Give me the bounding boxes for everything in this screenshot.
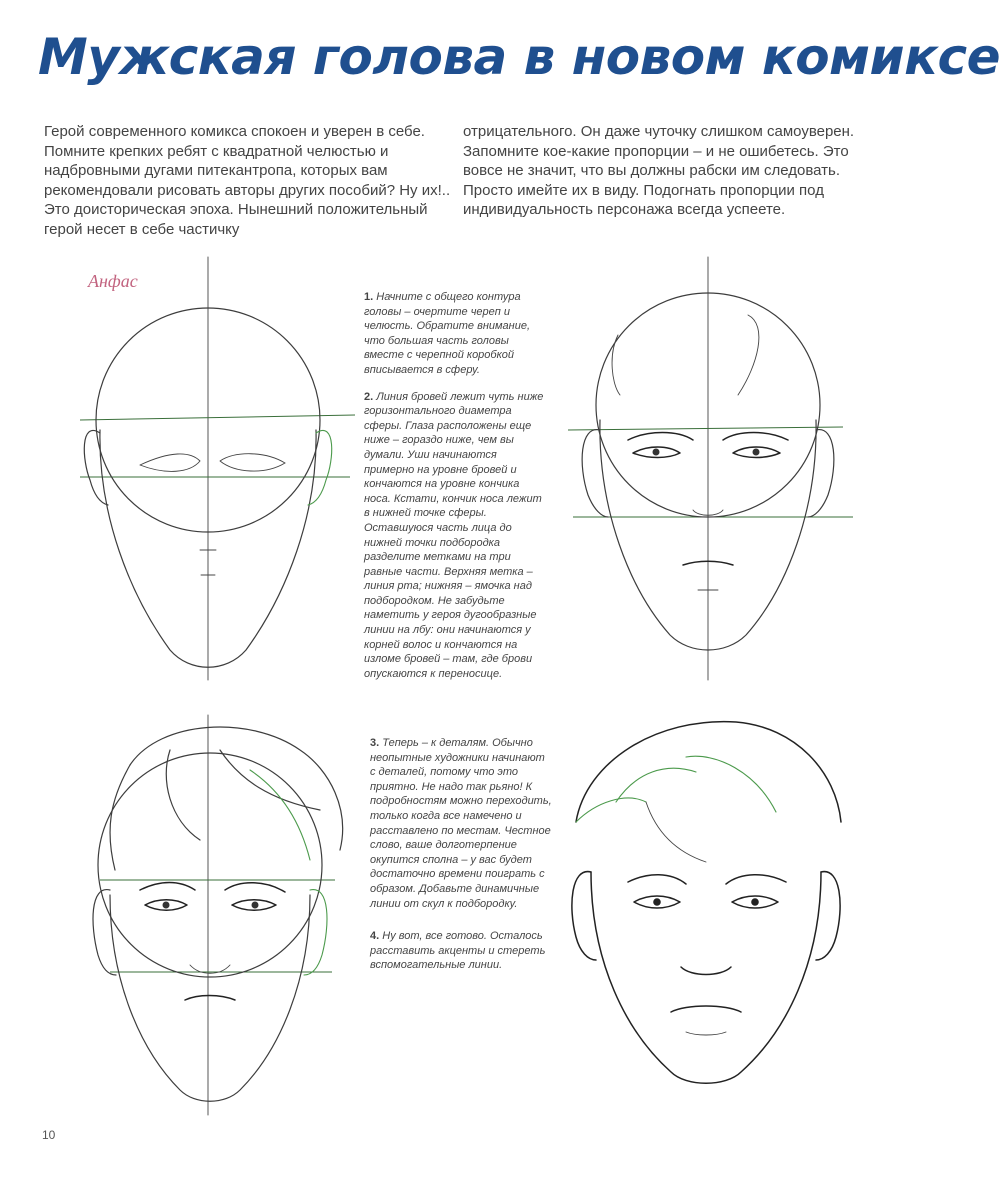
step-4 — [370, 929, 552, 973]
step-text: Линия бровей лежит чуть ниже горизонтального диаметра сферы. Глаза расположены еще ниже – гораздо ниже, чем вы думали. Уши начинаются примерно на уровне бровей и кончаются на уровне кончика носа. Кстати, кончик носа лежит в нижней точке сферы. Оставшуюся часть лица до нижней точки подбородка разделите метками на три равные части. Верхняя метка – линия рта; нижняя – ямочка над подбородком. Не забудьте наметить у героя дугообразные линии на лбу: они начинаются у корней волос и кончаются на изломе бровей – там, где брови опускаются к переносице. — [364, 390, 544, 680]
steps-3-4 — [370, 736, 552, 985]
head-sketch-step-1 — [70, 255, 360, 685]
intro-text-right: отрицательного. Он даже чуточку слишком самоуверен. Запомните кое-какие пропорции – и не ошибетесь. Это вовсе не значит, что вы должны рабски им следовать. Просто имейте их в виду. Подогнать пропорции под индивидуальность персонажа всегда успеете. — [463, 123, 855, 218]
step-text: Начните с общего контура головы – очертите череп и челюсть. Обратите внимание, что большая часть головы вместе с черепной коробкой вписывается в сферу. — [364, 291, 530, 376]
step-2 — [364, 390, 546, 682]
step-1 — [364, 290, 546, 378]
step-text: Ну вот, все готово. Осталось расставить акценты и стереть вспомогательные линии. — [370, 930, 546, 972]
head-sketch-step-4 — [556, 712, 856, 1102]
intro-text-left: Герой современного комикса спокоен и уверен в себе. Помните крепких ребят с квадратной челюстью и надбровными дугами питекантропа, которых вам рекомендовали рисовать авторы других пособий? Ну их!.. Это доисторическая эпоха. Нынешний положительный герой несет в себе частичку — [44, 123, 451, 238]
step-number: 3. — [370, 737, 380, 749]
steps-1-2 — [364, 290, 546, 693]
step-number: 1. — [364, 291, 374, 303]
head-sketch-step-3 — [70, 710, 360, 1120]
step-text: Теперь – к деталям. Обычно неопытные художники начинают с деталей, потому что это приятно. Не надо так рьяно! К подробностям можно переходить, только когда все намечено и расставлено по местам. Честное слово, ваше долготерпение окупится сполна – у вас будет достаточно времени поиграть с образом. Добавьте динамичные линии от скул к подбородку. — [370, 737, 552, 910]
page-title: Мужская голова в новом комиксе — [38, 28, 1000, 86]
step-3 — [370, 736, 552, 911]
head-sketch-step-2 — [568, 255, 858, 685]
step-number: 2. — [364, 390, 374, 403]
page-number: 10 — [42, 1128, 56, 1142]
view-label: Анфас — [88, 271, 138, 291]
step-number: 4. — [370, 930, 380, 943]
